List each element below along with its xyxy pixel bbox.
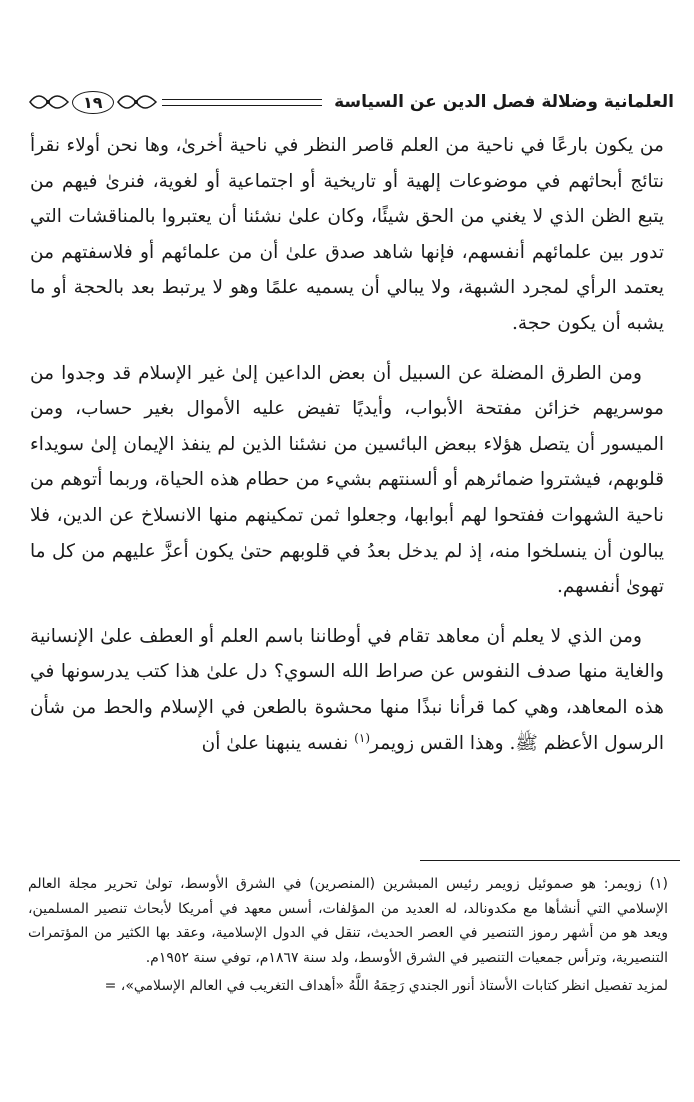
ornament-left-icon (116, 93, 158, 111)
running-header-title: العلمانية وضلالة فصل الدين عن السياسة (334, 92, 674, 112)
footnote-reference[interactable]: (١) (354, 730, 370, 745)
footnote-2: لمزيد تفصيل انظر كتابات الأستاذ أنور الجندي رَحِمَهُ اللَّهُ «أهداف التغريب في العالم الإسلامي»، = (104, 978, 668, 995)
paragraph-3-text: ومن الذي لا يعلم أن معاهد تقام في أوطاننا باسم العلم أو العطف علىٰ الإنسانية والغاية منها صدف النفوس عن صراط الله السوي؟ دل علىٰ هذا كتب يدرسونها في هذه المعاهد، وهي كما قرأنا نبذًا منها محشوة بالطعن في الإسلام والحط من شأن الرسول الأعظم ﷺ. وهذا القس زويمر (30, 625, 664, 754)
page-number: ١٩ (72, 91, 114, 114)
paragraph-2: ومن الطرق المضلة عن السبيل أن بعض الداعين إلىٰ غير الإسلام قد وجدوا من موسريهم خزائن مفتحة الأبواب، وأيديًا تفيض عليه الأموال بغير حساب، ومن الميسور أن يتصل هؤلاء ببعض البائسين من نشئنا الذين لم ينفذ الإيمان إلىٰ سويداء قلوبهم، فيشتروا ضمائرهم أو ألسنتهم بشيء من حطام هذه الحياة، وربما أتوهم من ناحية الشهوات ففتحوا لهم أبوابها، وجعلوا ثمن تمكينهم منها الانسلاخ عن الدين، فلا يبالون أن ينسلخوا منه، إذ لم يدخل بعدُ في قلوبهم حتىٰ يكون أعزَّ عليهم من كل ما تهوىٰ أنفسهم. (30, 362, 664, 598)
footnote-separator (420, 860, 680, 861)
running-header (28, 82, 674, 122)
paragraph-3 (30, 619, 664, 761)
footnote-1: (١) زويمر: هو صموئيل زويمر رئيس المبشرين (المنصرين) في الشرق الأوسط، تولىٰ تحرير مجلة العالم الإسلامي التي أنشأها مع مكدونالد، له العديد من المؤلفات، أسس معهد في أمريكا لأبحاث تنصير المسلمين، ويعد هو من أشهر رموز التنصير في العصر الحديث، تنقل في الدول الإسلامية، وعقد بها الكثير من المؤتمرات التنصيرية، وترأس جمعيات التنصير في الشرق الأوسط، ولد سنة ١٨٦٧م، توفي سنة ١٩٥٢م. (28, 876, 668, 966)
paragraph-3-text-end: نفسه ينبهنا علىٰ أن (201, 732, 355, 754)
paragraph-1: من يكون بارعًا في ناحية من العلم قاصر النظر في ناحية أخرىٰ، وها نحن أولاء نقرأ نتائج أبحاثهم في موضوعات إلهية أو تاريخية أو اجتماعية أو لغوية، فنرىٰ فيهم من يتبع الظن الذي لا يغني من الحق شيئًا، وكان علىٰ نشئنا أن يعتبروا بالمناقشات التي تدور بين علمائهم أنفسهم، فإنها شاهد صدق علىٰ أن من علمائهم أو فلاسفتهم من يعتمد الرأي لمجرد الشبهة، ولا يبالي أن يسميه علمًا وهو لا يرتبط بعد بالحجة أو ما يشبه أن يكون حجة. (30, 135, 664, 334)
header-rule-line (162, 99, 323, 106)
footnotes (28, 872, 668, 999)
main-text (30, 128, 664, 761)
ornament-right-icon (28, 93, 70, 111)
